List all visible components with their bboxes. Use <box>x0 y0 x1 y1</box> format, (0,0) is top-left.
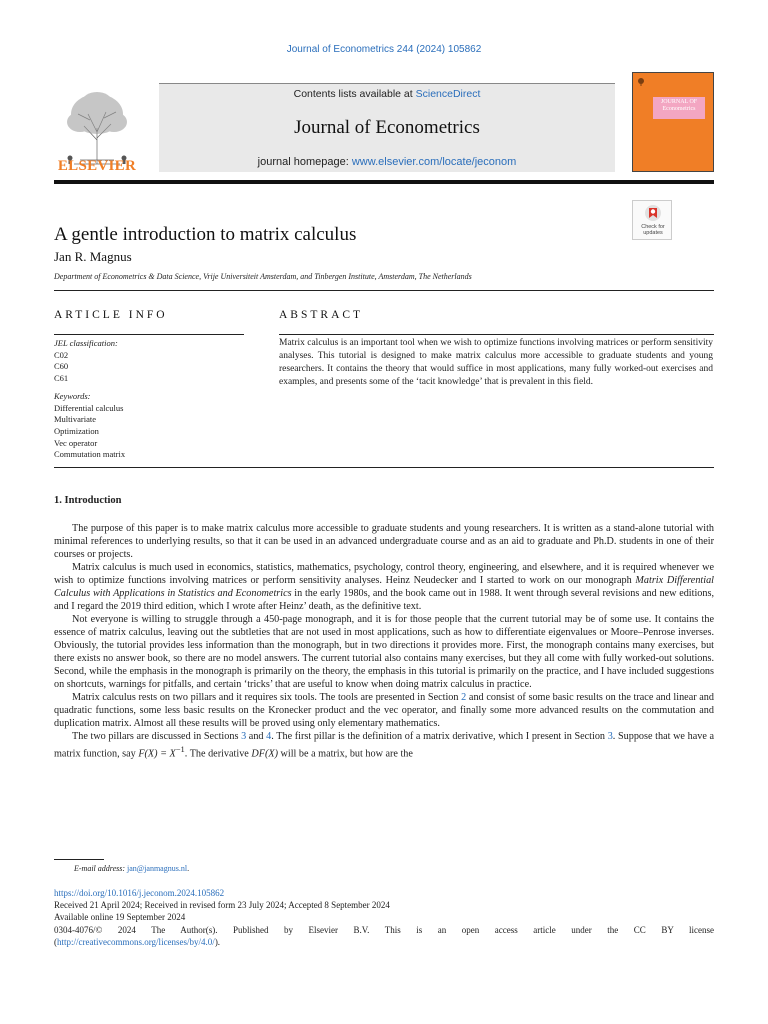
elsevier-logo-text: ELSEVIER <box>57 158 137 174</box>
doi-link[interactable]: https://doi.org/10.1016/j.jeconom.2024.105862 <box>54 888 225 898</box>
intro-paragraph-1: The purpose of this paper is to make matrix calculus more accessible to graduate students and young researchers. It is written as a stand-alone tutorial with minimal references to underlying results, so that it can be used in an advanced undergraduate course and as an aid to graduate and Ph.D. students in one of their courses or projects. <box>54 523 714 560</box>
license-link-line <box>54 936 714 948</box>
contents-line <box>159 88 615 100</box>
contents-prefix: Contents lists available at <box>293 88 413 100</box>
author-email-link[interactable]: jan@janmagnus.nl <box>127 864 188 873</box>
homepage-line <box>159 156 615 168</box>
keyword: Multivariate <box>54 414 97 425</box>
check-updates-label: Check for updates <box>641 224 665 236</box>
abstract-text: Matrix calculus is an important tool when we wish to optimize functions involving matrices or perform sensitivity analyses. This tutorial is designed to make matrix calculus more accessible to graduate students and young researchers. It contains the theory that would suffice in most applications, many fully worked-out exercises and examples, and presents some of the ‘tacit knowledge’ that is prevalent in this field. <box>279 338 713 387</box>
article-footer <box>54 887 714 948</box>
available-online: Available online 19 September 2024 <box>54 912 186 923</box>
keywords-label: Keywords: <box>54 390 91 401</box>
equation-superscript: −1 <box>175 744 185 754</box>
paragraph-text: The two pillars are discussed in Sections <box>72 731 242 742</box>
check-for-updates-button[interactable] <box>632 200 672 240</box>
article-info-block <box>54 338 244 461</box>
journal-cover-thumbnail[interactable] <box>632 72 714 172</box>
keyword: Vec operator <box>54 437 98 448</box>
paper-title: A gentle introduction to matrix calculus <box>54 224 357 245</box>
paragraph-text: will be a matrix, but how are the <box>277 748 413 760</box>
check-updates-icon <box>644 204 662 222</box>
article-info-heading: ARTICLE INFO <box>54 309 168 321</box>
abstract-heading: ABSTRACT <box>279 309 364 321</box>
paragraph-text: in the early 1980s, and the book came out in 1988. It went through several revisions and new editions, and I regard the 2019 third edition, which I wrote after Heinz’ death, as the definitive text. <box>54 588 714 612</box>
email-label: E-mail address: <box>74 864 126 873</box>
paragraph-text: Matrix calculus rests on two pillars and it requires six tools. The tools are presented in Section <box>72 692 462 703</box>
paragraph-text: . The first pillar is the definition of a matrix derivative, which I present in Section <box>271 731 608 742</box>
introduction-body <box>54 522 714 760</box>
intro-paragraph-2 <box>54 561 714 613</box>
section-ref-link[interactable]: 4 <box>266 731 272 742</box>
cover-journal-label: JOURNAL OF Econometrics <box>653 97 705 119</box>
paren-close: ). <box>214 936 221 947</box>
author-name[interactable]: Jan R. Magnus <box>54 249 132 264</box>
cover-tree-icon <box>637 78 645 86</box>
jel-code: C60 <box>54 361 69 372</box>
cc-license-link[interactable]: http://creativecommons.org/licenses/by/4.0/ <box>57 936 215 947</box>
equation-derivative: DF(X) <box>251 748 278 760</box>
homepage-prefix: journal homepage: <box>257 156 349 168</box>
paragraph-text: and consist of some basic results on the trace and linear and quadratic functions, some less basic results on the Kronecker product and the vec operator, and finally some more advanced results on the commutation and duplication matrix. Almost all these results will be proved using only elementary mathematics. <box>54 692 714 729</box>
license-statement: 0304-4076/© 2024 The Author(s). Published by Elsevier B.V. This is an open access article under the CC BY license <box>54 924 714 935</box>
paragraph-text: . Suppose that we have a matrix function, say <box>54 731 715 760</box>
abstract-divider <box>54 467 714 468</box>
section-ref-link[interactable]: 3 <box>241 731 247 742</box>
author-affiliation: Department of Econometrics & Data Science, Vrije Universiteit Amsterdam, and Tinbergen Institute, Amsterdam, The Netherlands <box>54 272 472 281</box>
journal-citation-link[interactable]: Journal of Econometrics 244 (2024) 105862 <box>286 44 482 55</box>
jel-code: C02 <box>54 349 69 360</box>
introduction-heading: 1. Introduction <box>54 495 122 506</box>
intro-paragraph-5 <box>54 730 714 760</box>
footnote-suffix: . <box>187 864 190 873</box>
keyword: Commutation matrix <box>54 449 126 460</box>
intro-paragraph-4 <box>54 691 714 730</box>
jel-label: JEL classification: <box>54 338 118 348</box>
affiliation-divider <box>54 290 714 291</box>
masthead-divider <box>54 180 714 184</box>
article-info-rule <box>54 334 244 335</box>
jel-code: C61 <box>54 373 69 384</box>
footnote-rule <box>54 859 104 860</box>
keyword: Optimization <box>54 425 99 436</box>
section-ref-link[interactable]: 2 <box>461 692 467 703</box>
sciencedirect-link[interactable]: ScienceDirect <box>415 88 481 100</box>
equation-inverse: F(X) = X <box>138 748 176 760</box>
journal-title: Journal of Econometrics <box>294 117 480 138</box>
journal-masthead-box <box>159 83 615 172</box>
section-ref-link[interactable]: 3 <box>607 731 613 742</box>
email-footnote <box>74 864 189 873</box>
received-dates: Received 21 April 2024; Received in revised form 23 July 2024; Accepted 8 September 2024 <box>54 900 390 911</box>
paren-open: ( <box>54 936 57 947</box>
keyword: Differential calculus <box>54 402 124 413</box>
monograph-title: Matrix Differential Calculus with Applications in Statistics and Econometrics <box>54 575 714 599</box>
journal-homepage-link[interactable]: www.elsevier.com/locate/jeconom <box>351 156 517 168</box>
paragraph-text: and <box>246 731 267 742</box>
paragraph-text: Matrix calculus is much used in economics, statistics, mathematics, psychology, control theory, engineering, and elsewhere, and it is required whenever we wish to optimize functions involving matrices or perform sensitivity analyses. Heinz Neudecker and I started to work on our monograph <box>54 562 714 586</box>
intro-paragraph-3: Not everyone is willing to struggle through a 450-page monograph, and it is for those people that the current tutorial may be of some use. It contains the essence of matrix calculus, leaving out the subtleties that are not used in most applications, such as how to differentiate eigenvalues or Moore–Penrose inverses. Obviously, the tutorial provides less information than the monograph, but in two directions it provides more. First, the monograph contains many exercises, but there exists no answer book, so there are no model answers. The current tutorial also contains many exercises, but they all come with fully worked-out solutions. Second, while the emphasis in the monograph is primarily on the theory, the emphasis in this tutorial is primarily on the practice, and I have included suggestions on shortcuts, warnings for pitfalls, and certain ‘tricks’ that are useful to know when doing matrix calculus in practice. <box>54 614 714 690</box>
abstract-rule <box>279 334 714 335</box>
masthead <box>54 72 714 176</box>
paragraph-text: . The derivative <box>184 748 252 760</box>
